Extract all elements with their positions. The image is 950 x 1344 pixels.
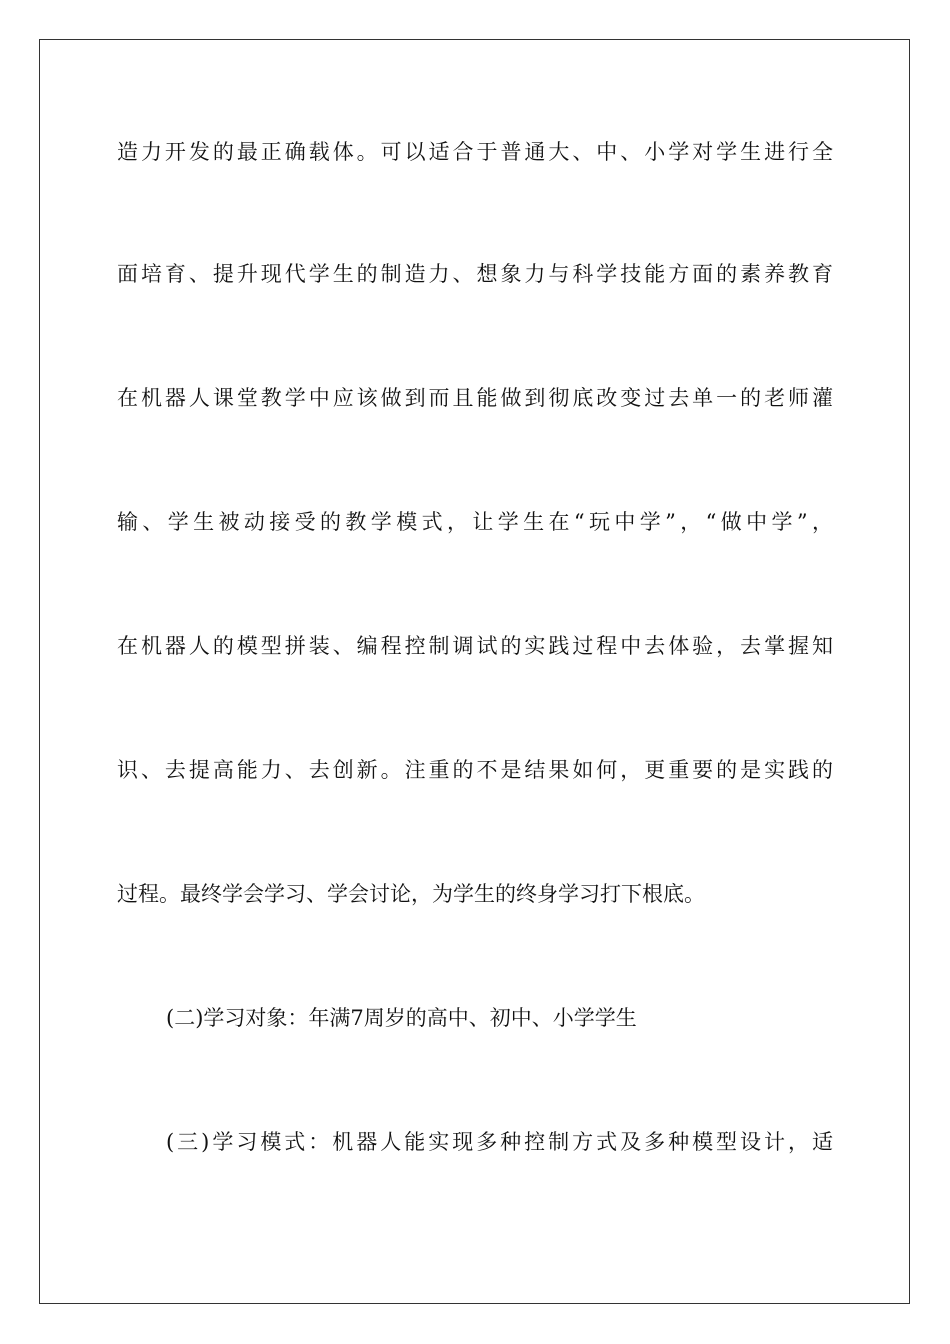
section-two-heading: (二)学习对象：年满7周岁的高中、初中、小学学生 [166,1006,637,1030]
body-text-line-6: 识、去提高能力、去创新。注重的不是结果如何，更重要的是实践的 [117,758,833,782]
section-three-heading: (三)学习模式：机器人能实现多种控制方式及多种模型设计，适 [166,1130,833,1154]
body-text-line-7: 过程。最终学会学习、学会讨论，为学生的终身学习打下根底。 [117,882,705,906]
body-text-line-2: 面培育、提升现代学生的制造力、想象力与科学技能方面的素养教育 [117,262,833,286]
body-text-line-1: 造力开发的最正确载体。可以适合于普通大、中、小学对学生进行全 [117,140,833,164]
body-text-line-3: 在机器人课堂教学中应该做到而且能做到彻底改变过去单一的老师灌 [117,386,833,410]
body-text-line-4: 输、学生被动接受的教学模式，让学生在“玩中学”，“做中学”， [117,510,833,534]
body-text-line-5: 在机器人的模型拼装、编程控制调试的实践过程中去体验，去掌握知 [117,634,833,658]
page-border [39,39,910,1304]
